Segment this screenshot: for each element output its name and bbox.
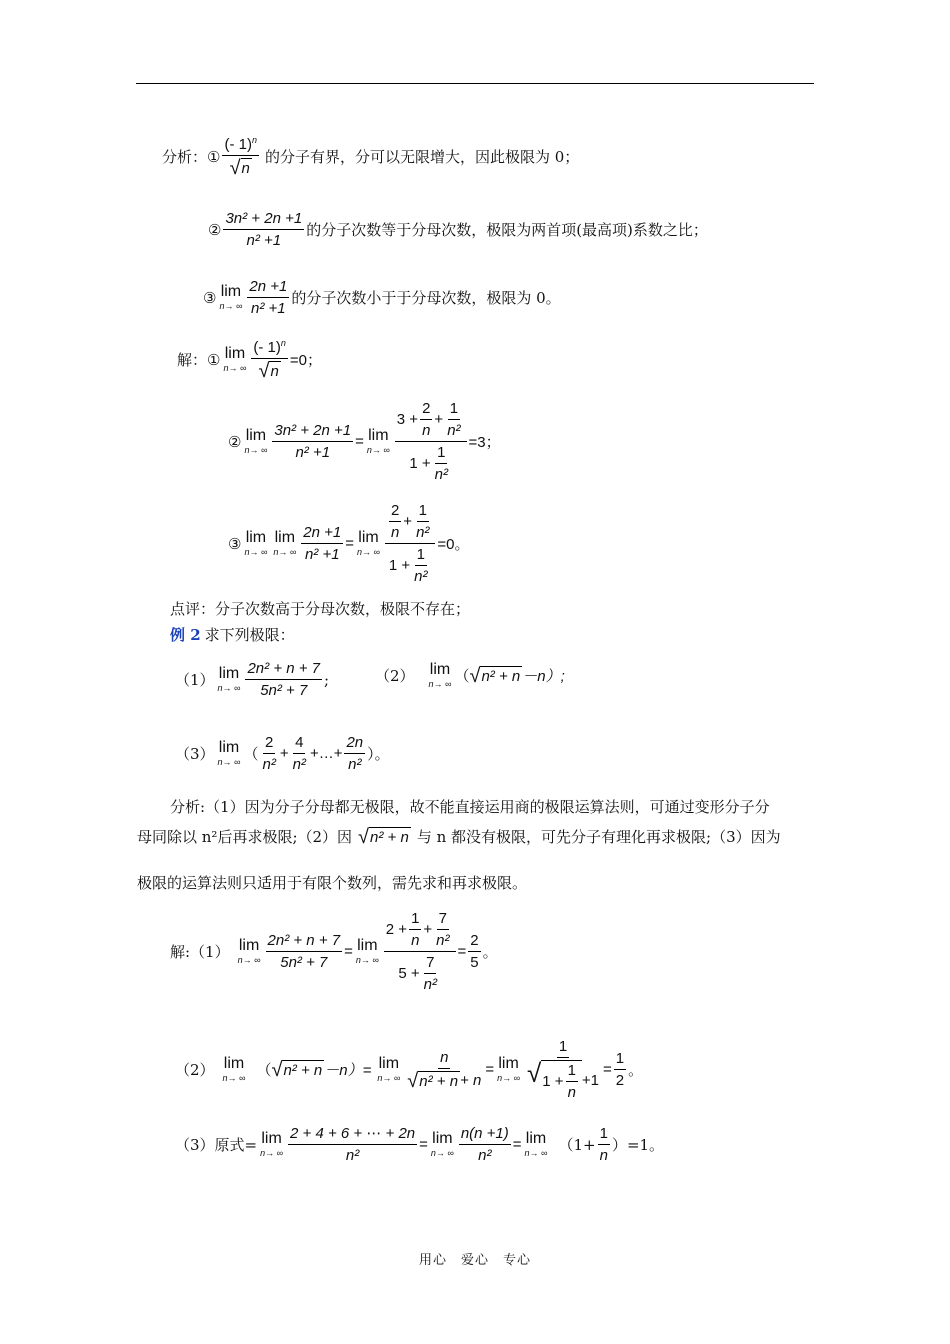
fraction: $\frac{2 + 4 + 6 + \cdots + 2n}{\text{n²}}$ (290, 1125, 416, 1164)
limit-operator: lim n→ ∞ (428, 661, 452, 689)
page-footer: 用心 爱心 专心 (418, 1253, 531, 1268)
limit-operator: lim n→ ∞ (497, 1055, 521, 1083)
analysis-paragraph-line-2: 母同除以 n²后再求极限;（2）因 √ n² + n 与 n 都没有极限，可先分子有理化再求极限;（3）因为 (137, 825, 781, 848)
equals: = (355, 433, 364, 450)
item-mark: ① (207, 350, 221, 369)
limit-operator: lim n→ ∞ (366, 427, 390, 455)
fraction: $\frac{2}{\text{n²}}$ (262, 734, 276, 773)
fraction: $\frac{2n}{\text{n²}}$ (346, 734, 364, 773)
solution-item-1 (177, 338, 322, 381)
fraction: (- 1)$^n$ √ n (224, 135, 257, 179)
limit-operator: lim n→ ∞ (524, 1129, 548, 1158)
limit-operator: lim n→ ∞ (430, 1129, 454, 1158)
fraction: $\frac{n(n +1)}{\text{n²}}$ (460, 1124, 509, 1164)
problem-1: （1） lim n→ ∞ $\frac{\text{2n² + n + 7}}{\text{5n² + 7}}$ ; (175, 660, 330, 699)
fraction: $\frac{\text{3n² + 2n +1}}{\text{n² +1}}$ (225, 210, 303, 249)
fraction: (- 1)$^n$ √ n (253, 338, 286, 382)
square-root: √ n² + n (358, 825, 409, 848)
analysis-label: 分析： (162, 148, 208, 166)
analysis-paragraph-line-3: 极限的运算法则只适用于有限个数列，需先求和再求极限。 (137, 874, 528, 892)
fraction: $\frac{4}{\text{n²}}$ (292, 734, 306, 773)
example-label: 例 2 (170, 626, 201, 644)
solution2-item-2: （2） lim n→ ∞ （ √ n² + n －n）= lim n→ ∞ n √ n² + n + n = lim n→ ∞ 1 √ 1 + $\frac{1}{n}$ +1 = $\frac{1}{2}$ 。 (175, 1038, 644, 1101)
analysis-item-2 (208, 210, 708, 249)
fraction: $\frac{1}{2}$ (615, 1050, 625, 1089)
problem-3: （3） lim n→ ∞ （ $\frac{2}{\text{n²}}$ + $\frac{4}{\text{n²}}$ +…+ $\frac{2n}{\text{n²}}$ ）。 (175, 734, 390, 773)
item-mark: ③ (203, 288, 217, 307)
item-mark: ③ (228, 534, 242, 553)
limit-operator: lim n→ ∞ (217, 665, 241, 693)
result: =0； (289, 352, 323, 369)
analysis-text: 的分子次数等于分母次数，极限为两首项(最高项)系数之比； (306, 221, 708, 239)
limit-operator: lim n→ ∞ (273, 529, 297, 557)
limit-operator: lim n→ ∞ (217, 739, 241, 767)
fraction: $\frac{2n +1}{\text{n² +1}}$ (303, 524, 342, 563)
example-heading (170, 624, 295, 645)
analysis-text: 的分子有界，分可以无限增大，因此极限为 0； (264, 148, 580, 166)
fraction: $\frac{2}{5}$ (470, 932, 479, 971)
limit-operator: lim n→ ∞ (355, 937, 379, 965)
analysis-item-1 (162, 135, 579, 178)
limit-operator: lim n→ ∞ (237, 937, 261, 965)
problem-2: （2） lim n→ ∞ （ √ n² + n －n）; (375, 661, 565, 689)
limit-operator: lim n→ ∞ (219, 283, 243, 311)
compound-fraction: 2 + $\frac{1}{n}$ + $\frac{7}{\text{n²}}$ 5 + $\frac{7}{\text{n²}}$ (384, 910, 456, 993)
fraction: $\frac{2n +1}{\text{n² +1}}$ (249, 278, 288, 317)
comment: 点评：分子次数高于分母次数，极限不存在； (170, 600, 471, 618)
fraction: $\frac{1}{n}$ (599, 1124, 608, 1164)
solution2-item-3: （3）原式= lim n→ ∞ $\frac{2 + 4 + 6 + \cdots + 2n}{\text{n²}}$ = lim n→ ∞ $\frac{n(n +1)}{\text{n²}}$ = lim n→ ∞ （1+ $\frac{1}{n}$ ）=1。 (175, 1124, 665, 1164)
limit-operator: lim n→ ∞ (377, 1055, 401, 1083)
limit-operator: lim n→ ∞ (222, 1055, 246, 1083)
fraction: $\frac{\text{3n² + 2n +1}}{\text{n² +1}}$ (274, 422, 352, 461)
compound-fraction: 1 √ 1 + $\frac{1}{n}$ +1 (527, 1038, 600, 1101)
analysis-item-3 (203, 278, 561, 317)
limit-operator: lim n→ ∞ (244, 529, 268, 557)
solution2-item-1: 解:（1） lim n→ ∞ $\frac{\text{2n² + n + 7}}{\text{5n² + 7}}$ = lim n→ ∞ 2 + $\frac{1}{n}$ + $\frac{7}{\text{n²}}$ 5 + $\frac{7}{\text{n²}}$ = $\frac{2}{5}$ 。 (170, 910, 498, 993)
limit-operator: lim n→ ∞ (244, 427, 268, 455)
fraction: $\frac{\text{2n² + n + 7}}{\text{5n² + 7}}$ (267, 932, 341, 971)
item-mark: ② (228, 432, 242, 451)
solution-item-2 (228, 400, 501, 483)
analysis-text: 的分子次数小于于分母次数，极限为 0。 (291, 289, 561, 307)
item-mark: ② (208, 220, 222, 239)
item-mark: ① (207, 147, 221, 166)
fraction: n √ n² + n + n (407, 1048, 482, 1092)
compound-fraction: $\frac{2}{n}$ + $\frac{1}{\text{n²}}$ 1 + $\frac{1}{\text{n²}}$ (385, 502, 435, 585)
limit-operator: lim n→ ∞ (357, 529, 380, 557)
limit-operator: lim n→ ∞ (223, 345, 247, 373)
solution-item-3 (228, 502, 470, 585)
analysis-paragraph-line-1: 分析:（1）因为分子分母都无极限，故不能直接运用商的极限运算法则，可通过变形分子分 (170, 798, 770, 816)
square-root: √ n² + n (469, 664, 521, 687)
fraction: $\frac{\text{2n² + n + 7}}{\text{5n² + 7}}$ (247, 660, 321, 699)
example-title: 求下列极限： (204, 626, 295, 644)
result: =3； (468, 434, 501, 451)
limit-operator: lim n→ ∞ (260, 1129, 284, 1158)
solution-label: 解： (177, 351, 208, 369)
equals: = (345, 535, 355, 552)
compound-fraction: 3 + $\frac{2}{n}$ + $\frac{1}{\text{n²}}$ 1 + $\frac{1}{\text{n²}}$ (395, 400, 467, 483)
header-rule (136, 83, 814, 84)
square-root: √ n² + n (271, 1058, 323, 1081)
result: =0。 (437, 536, 470, 553)
